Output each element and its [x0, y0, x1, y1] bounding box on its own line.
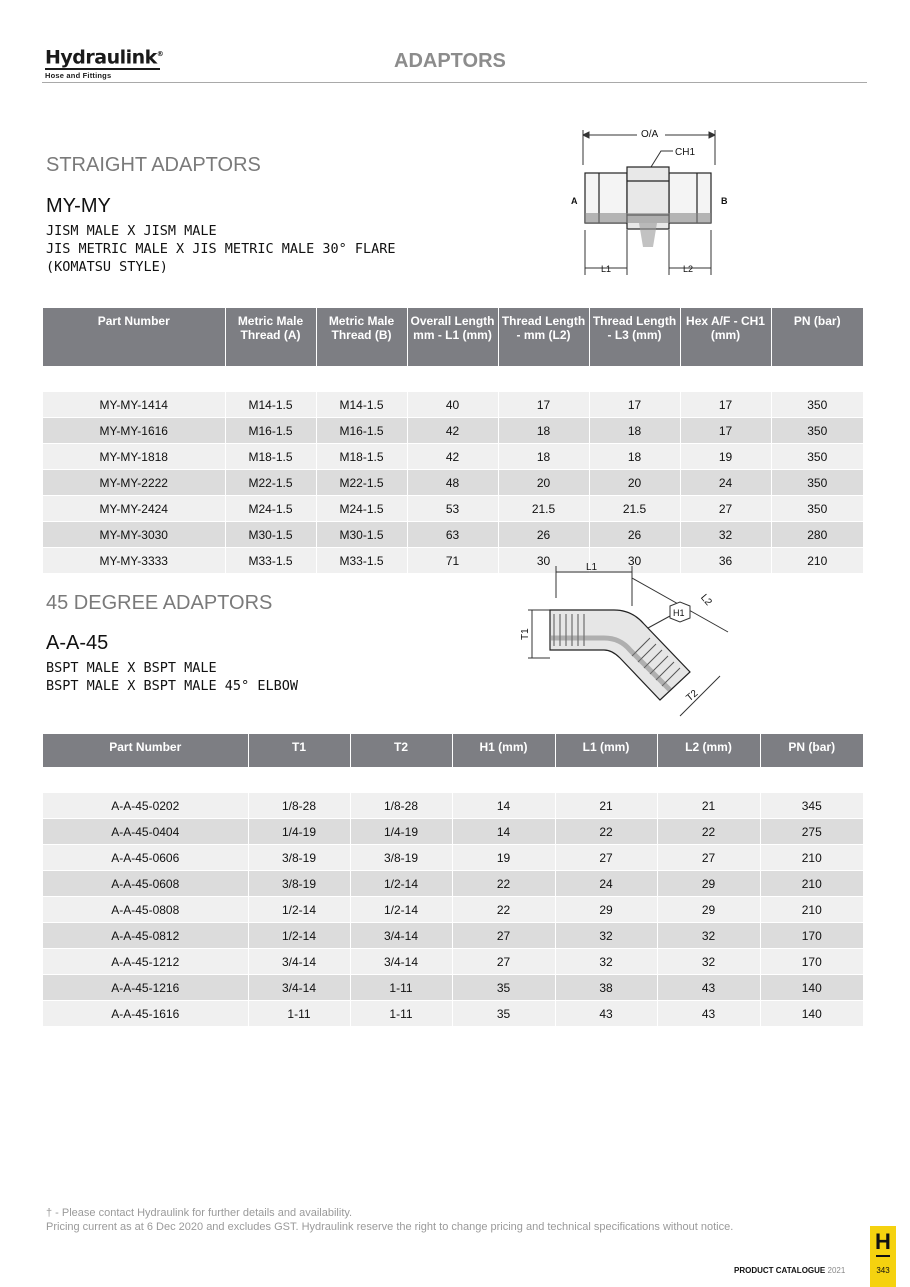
table-cell: 21.5: [589, 496, 680, 522]
column-header: Thread Length - L3 (mm): [589, 308, 680, 366]
hydraulink-logo: [45, 44, 163, 80]
table-header-row: [43, 734, 863, 767]
table-cell: 1-11: [248, 1001, 350, 1027]
table-cell: 1/2-14: [350, 871, 452, 897]
table-row: [43, 793, 863, 819]
table-cell: 19: [680, 444, 771, 470]
column-header: T2: [350, 734, 452, 767]
table-cell: 35: [452, 975, 555, 1001]
table-cell: 345: [760, 793, 863, 819]
table-row: [43, 923, 863, 949]
dim-label-oa: O/A: [641, 129, 659, 140]
column-header: L2 (mm): [657, 734, 760, 767]
table-spacer-row: [43, 767, 863, 793]
table-cell: 48: [407, 470, 498, 496]
table-cell: 29: [657, 871, 760, 897]
column-header: Part Number: [43, 734, 248, 767]
table-cell: A-A-45-1216: [43, 975, 248, 1001]
catalogue-name: PRODUCT CATALOGUE: [734, 1266, 826, 1275]
logo-underline: [45, 68, 160, 70]
table-cell: 1/4-19: [248, 819, 350, 845]
table-cell: 3/8-19: [248, 871, 350, 897]
table-cell: M14-1.5: [316, 392, 407, 418]
logo-tagline: Hose and Fittings: [45, 71, 112, 81]
table-cell: 32: [555, 923, 657, 949]
table-cell: 3/4-14: [350, 923, 452, 949]
column-header: Hex A/F - CH1 (mm): [680, 308, 771, 366]
table-cell: 32: [657, 923, 760, 949]
table-cell: 30: [498, 548, 589, 574]
model-name-a-a-45: A-A-45: [46, 632, 109, 654]
column-header: Part Number: [43, 308, 225, 366]
table-header-row: [43, 308, 863, 366]
table-body: [43, 767, 863, 1026]
table-cell: 24: [555, 871, 657, 897]
description-line: BSPT MALE X BSPT MALE: [46, 660, 217, 676]
column-header: PN (bar): [760, 734, 863, 767]
table-cell: 140: [760, 975, 863, 1001]
table-cell: 210: [771, 548, 863, 574]
table-cell: 43: [657, 1001, 760, 1027]
table-cell: 22: [452, 897, 555, 923]
table-cell: MY-MY-2222: [43, 470, 225, 496]
table-cell: 27: [680, 496, 771, 522]
table-cell: 350: [771, 470, 863, 496]
table-row: [43, 845, 863, 871]
table-cell: 40: [407, 392, 498, 418]
table-cell: 3/8-19: [248, 845, 350, 871]
column-header: L1 (mm): [555, 734, 657, 767]
table-cell: 29: [657, 897, 760, 923]
table-cell: 1-11: [350, 1001, 452, 1027]
table-cell: 140: [760, 1001, 863, 1027]
straight-adaptors-table: [43, 308, 863, 573]
description-line: (KOMATSU STYLE): [46, 259, 168, 275]
table-cell: 18: [589, 418, 680, 444]
table-cell: 27: [452, 923, 555, 949]
table-cell: 170: [760, 923, 863, 949]
table-cell: 27: [657, 845, 760, 871]
table-cell: MY-MY-1414: [43, 392, 225, 418]
table-cell: 1/8-28: [248, 793, 350, 819]
table-cell: A-A-45-1212: [43, 949, 248, 975]
elbow-45-diagram: [510, 558, 740, 723]
column-header: PN (bar): [771, 308, 863, 366]
table-row: [43, 949, 863, 975]
table-cell: 1/2-14: [350, 897, 452, 923]
column-header: Overall Length mm - L1 (mm): [407, 308, 498, 366]
table-cell: 210: [760, 845, 863, 871]
dim-label-l2: L2: [683, 264, 694, 274]
column-header: Thread Length - mm (L2): [498, 308, 589, 366]
dim-label-t1: T1: [520, 628, 531, 640]
table-cell: 42: [407, 444, 498, 470]
table-cell: 42: [407, 418, 498, 444]
table-cell: MY-MY-3030: [43, 522, 225, 548]
table-cell: 350: [771, 444, 863, 470]
model-description-a-a-45: [46, 659, 298, 695]
table-cell: 26: [589, 522, 680, 548]
page-number: 343: [876, 1266, 890, 1275]
section-title-45-degree: 45 DEGREE ADAPTORS: [46, 592, 273, 614]
table-cell: M30-1.5: [316, 522, 407, 548]
table-cell: 1/8-28: [350, 793, 452, 819]
table-cell: M14-1.5: [225, 392, 316, 418]
logo-registered-mark: ®: [156, 50, 164, 58]
section-title-straight: STRAIGHT ADAPTORS: [46, 154, 261, 176]
table-cell: A-A-45-0808: [43, 897, 248, 923]
table-cell: 3/4-14: [248, 975, 350, 1001]
table-cell: M30-1.5: [225, 522, 316, 548]
table-cell: M24-1.5: [316, 496, 407, 522]
model-description-my-my: [46, 222, 396, 276]
table-cell: 18: [498, 418, 589, 444]
table-cell: MY-MY-3333: [43, 548, 225, 574]
table-cell: 3/8-19: [350, 845, 452, 871]
table-cell: M18-1.5: [225, 444, 316, 470]
table-row: [43, 496, 863, 522]
column-header: Metric Male Thread (B): [316, 308, 407, 366]
table-spacer-row: [43, 366, 863, 392]
table-cell: 210: [760, 897, 863, 923]
table-cell: 38: [555, 975, 657, 1001]
table-cell: 26: [498, 522, 589, 548]
table-cell: 3/4-14: [350, 949, 452, 975]
table-row: [43, 444, 863, 470]
table-row: [43, 819, 863, 845]
table-cell: 43: [657, 975, 760, 1001]
section-tab-divider: [876, 1255, 890, 1257]
dim-label-h1: H1: [673, 608, 685, 618]
table-cell: 3/4-14: [248, 949, 350, 975]
table-cell: 53: [407, 496, 498, 522]
column-header: T1: [248, 734, 350, 767]
dim-label-ch1: CH1: [675, 147, 696, 158]
table-body: [43, 366, 863, 573]
table-cell: M16-1.5: [225, 418, 316, 444]
table-cell: M33-1.5: [316, 548, 407, 574]
table-cell: 1-11: [350, 975, 452, 1001]
table-cell: 17: [680, 418, 771, 444]
table-row: [43, 522, 863, 548]
table-cell: 22: [657, 819, 760, 845]
table-cell: 350: [771, 392, 863, 418]
table-cell: 210: [760, 871, 863, 897]
table-cell: A-A-45-1616: [43, 1001, 248, 1027]
table-cell: 63: [407, 522, 498, 548]
table-row: [43, 897, 863, 923]
table-cell: M22-1.5: [225, 470, 316, 496]
table-cell: 32: [555, 949, 657, 975]
table-cell: 17: [589, 392, 680, 418]
table-cell: 43: [555, 1001, 657, 1027]
table-cell: 1/2-14: [248, 897, 350, 923]
table-cell: MY-MY-1616: [43, 418, 225, 444]
table-cell: 14: [452, 793, 555, 819]
table-cell: 18: [589, 444, 680, 470]
description-line: JIS METRIC MALE X JIS METRIC MALE 30° FLARE: [46, 241, 396, 257]
table-cell: 36: [680, 548, 771, 574]
table-cell: M18-1.5: [316, 444, 407, 470]
table-row: [43, 975, 863, 1001]
section-tab: [870, 1226, 896, 1287]
table-cell: 22: [555, 819, 657, 845]
table-cell: 32: [680, 522, 771, 548]
table-cell: A-A-45-0404: [43, 819, 248, 845]
table-cell: 21: [657, 793, 760, 819]
table-row: [43, 871, 863, 897]
table-cell: 30: [589, 548, 680, 574]
spacer-cell: [43, 767, 863, 793]
description-line: JISM MALE X JISM MALE: [46, 223, 217, 239]
table-cell: 1/2-14: [248, 923, 350, 949]
dim-label-l1: L1: [601, 264, 612, 274]
table-cell: M16-1.5: [316, 418, 407, 444]
model-name-my-my: MY-MY: [46, 195, 111, 217]
table-cell: 350: [771, 496, 863, 522]
section-tab-letter: H: [875, 1229, 891, 1254]
spacer-cell: [43, 366, 863, 392]
table-cell: A-A-45-0608: [43, 871, 248, 897]
table-cell: 27: [452, 949, 555, 975]
table-cell: 24: [680, 470, 771, 496]
dim-label-l2: L2: [698, 592, 714, 608]
table-cell: 19: [452, 845, 555, 871]
dim-label-t2: T2: [684, 688, 701, 704]
catalogue-label: [734, 1266, 845, 1275]
table-row: [43, 392, 863, 418]
table-cell: 350: [771, 418, 863, 444]
dim-label-b: B: [721, 196, 728, 206]
description-line: BSPT MALE X BSPT MALE 45° ELBOW: [46, 678, 298, 694]
table-cell: MY-MY-1818: [43, 444, 225, 470]
column-header: Metric Male Thread (A): [225, 308, 316, 366]
column-header: H1 (mm): [452, 734, 555, 767]
table-row: [43, 470, 863, 496]
table-row: [43, 548, 863, 574]
table-cell: M24-1.5: [225, 496, 316, 522]
table-cell: 275: [760, 819, 863, 845]
table-cell: 20: [498, 470, 589, 496]
table-cell: 71: [407, 548, 498, 574]
table-cell: 18: [498, 444, 589, 470]
dim-label-l1: L1: [586, 562, 598, 573]
table-cell: 27: [555, 845, 657, 871]
page-title: ADAPTORS: [394, 50, 506, 72]
table-cell: 17: [680, 392, 771, 418]
table-cell: 22: [452, 871, 555, 897]
footnote: [46, 1206, 733, 1234]
footnote-availability: † - Please contact Hydraulink for further details and availability.: [46, 1207, 353, 1219]
table-cell: 35: [452, 1001, 555, 1027]
table-cell: 17: [498, 392, 589, 418]
table-cell: 170: [760, 949, 863, 975]
45-degree-adaptors-table: [43, 734, 863, 1026]
table-cell: 32: [657, 949, 760, 975]
table-cell: M33-1.5: [225, 548, 316, 574]
dim-label-a: A: [571, 196, 578, 206]
table-row: [43, 1001, 863, 1027]
table-cell: 21.5: [498, 496, 589, 522]
table-cell: MY-MY-2424: [43, 496, 225, 522]
table-cell: A-A-45-0202: [43, 793, 248, 819]
logo-name: Hydraulink: [45, 46, 157, 69]
table-cell: A-A-45-0812: [43, 923, 248, 949]
table-cell: A-A-45-0606: [43, 845, 248, 871]
table-cell: 1/4-19: [350, 819, 452, 845]
table-cell: 20: [589, 470, 680, 496]
table-cell: M22-1.5: [316, 470, 407, 496]
table-row: [43, 418, 863, 444]
straight-adaptor-diagram: [565, 125, 730, 283]
page-header: [42, 40, 867, 83]
footnote-pricing: Pricing current as at 6 Dec 2020 and excludes GST. Hydraulink reserve the right to change pricing and technical specifications without notice.: [46, 1221, 734, 1233]
catalogue-year: 2021: [827, 1266, 846, 1275]
table-cell: 29: [555, 897, 657, 923]
table-cell: 280: [771, 522, 863, 548]
table-cell: 21: [555, 793, 657, 819]
table-cell: 14: [452, 819, 555, 845]
